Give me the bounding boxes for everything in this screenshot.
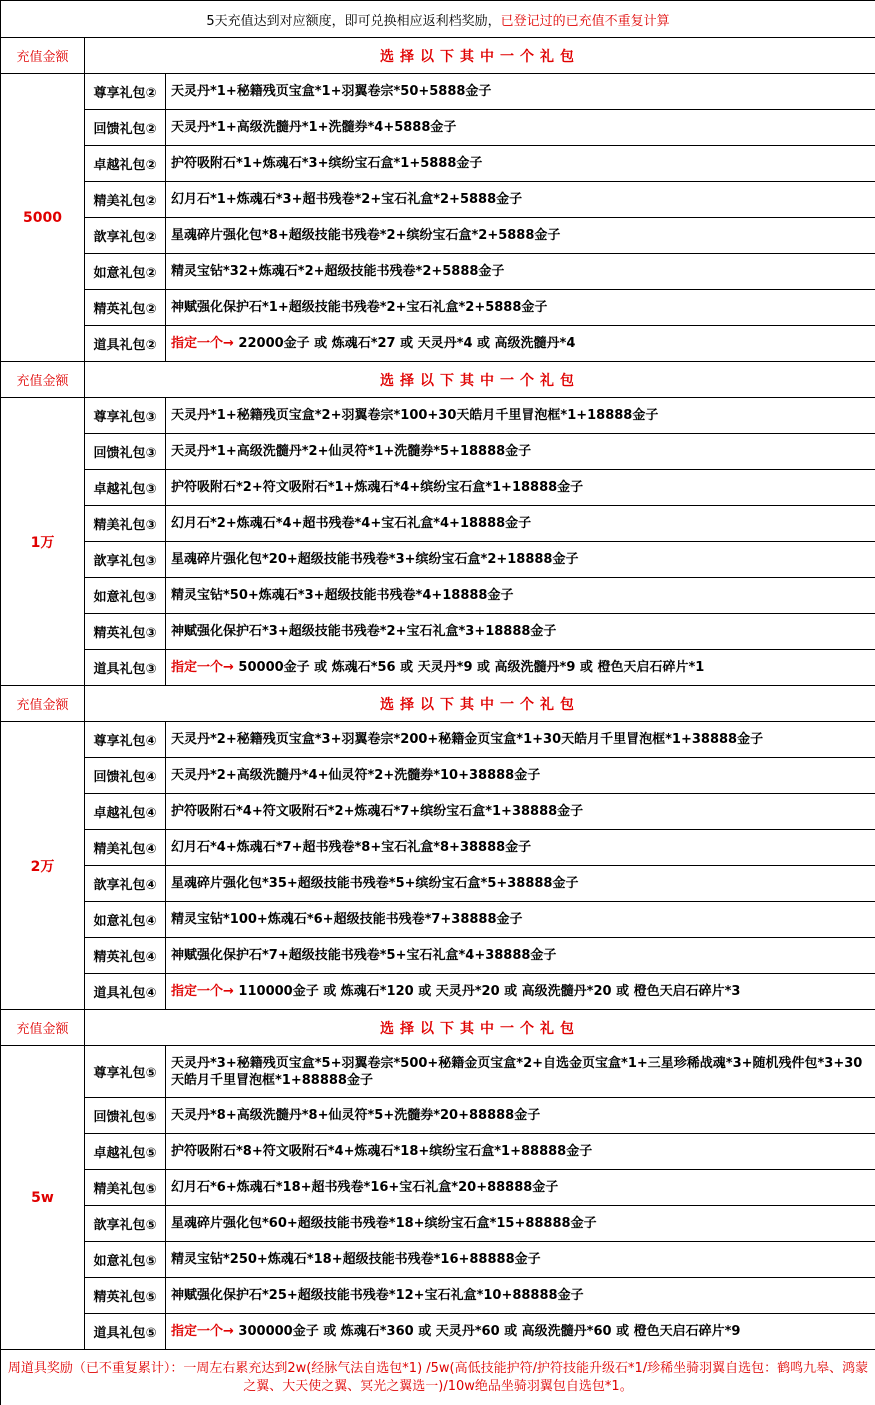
package-name: 回馈礼包② <box>85 110 166 146</box>
package-items: 精灵宝钻*32+炼魂石*2+超级技能书残卷*2+5888金子 <box>171 264 505 279</box>
package-row <box>1 1046 875 1098</box>
header-cell <box>1 1 875 38</box>
package-content <box>166 146 875 182</box>
package-name: 卓越礼包② <box>85 146 166 182</box>
tier-label: 充值金额 <box>1 362 85 398</box>
tier-label: 充值金额 <box>1 38 85 74</box>
package-items: 星魂碎片强化包*8+超级技能书残卷*2+缤纷宝石盒*2+5888金子 <box>171 228 561 243</box>
tier-amount: 2万 <box>1 722 85 1010</box>
package-items: 幻月石*6+炼魂石*18+超书残卷*16+宝石礼盒*20+88888金子 <box>171 1180 559 1195</box>
header-intro: 5天充值达到对应额度，即可兑换相应返利档奖励， <box>206 13 501 29</box>
package-name: 如意礼包② <box>85 254 166 290</box>
tier-select-text: 选择以下其中一个礼包 <box>85 686 875 722</box>
package-items: 护符吸附石*4+符文吸附石*2+炼魂石*7+缤纷宝石盒*1+38888金子 <box>171 804 584 819</box>
tier-header-row <box>1 686 875 722</box>
package-content <box>166 110 875 146</box>
header-note: 已登记过的已充值不重复计算 <box>500 13 670 29</box>
package-items: 神赋强化保护石*3+超级技能书残卷*2+宝石礼盒*3+18888金子 <box>171 624 557 639</box>
package-row <box>1 974 875 1010</box>
package-content <box>166 74 875 110</box>
package-name: 如意礼包③ <box>85 578 166 614</box>
package-items: 护符吸附石*1+炼魂石*3+缤纷宝石盒*1+5888金子 <box>171 156 483 171</box>
package-name: 精美礼包④ <box>85 830 166 866</box>
package-row <box>1 74 875 110</box>
package-items: 精灵宝钻*50+炼魂石*3+超级技能书残卷*4+18888金子 <box>171 588 514 603</box>
package-items: 天灵丹*3+秘籍残页宝盒*5+羽翼卷宗*500+秘籍金页宝盒*2+自选金页宝盒*1+三星珍稀战魂*3+随机残件包*3+30天皓月千里冒泡框*1+88888金子 <box>171 1055 863 1088</box>
footer-note: 周道具奖励（已不重复累计）：一周左右累充达到2w(经脉气法自选包*1) /5w(高低技能护符/护符技能升级石*1/珍稀坐骑羽翼自选包：鹤鸣九皋、鸿蒙之翼、大天使之翼、冥光之翼选一)/10w绝品坐骑羽翼包自选包*1。 <box>1 1350 875 1405</box>
package-items: 天灵丹*8+高级洗髓丹*8+仙灵符*5+洗髓券*20+88888金子 <box>171 1108 541 1123</box>
package-content <box>166 1278 875 1314</box>
package-row <box>1 254 875 290</box>
package-name: 歆享礼包⑤ <box>85 1206 166 1242</box>
package-content <box>166 326 875 362</box>
package-items: 星魂碎片强化包*60+超级技能书残卷*18+缤纷宝石盒*15+88888金子 <box>171 1216 597 1231</box>
tier-amount: 5000 <box>1 74 85 362</box>
package-row <box>1 830 875 866</box>
package-content <box>166 1314 875 1350</box>
package-items: 幻月石*1+炼魂石*3+超书残卷*2+宝石礼盒*2+5888金子 <box>171 192 523 207</box>
tier-header-row <box>1 1010 875 1046</box>
package-row <box>1 1314 875 1350</box>
tier-amount: 5w <box>1 1046 85 1350</box>
package-row <box>1 758 875 794</box>
package-name: 尊享礼包③ <box>85 398 166 434</box>
package-content <box>166 974 875 1010</box>
package-row <box>1 506 875 542</box>
package-row <box>1 290 875 326</box>
package-name: 歆享礼包④ <box>85 866 166 902</box>
package-content <box>166 830 875 866</box>
package-row <box>1 542 875 578</box>
package-row <box>1 326 875 362</box>
package-name: 歆享礼包③ <box>85 542 166 578</box>
package-content <box>166 506 875 542</box>
package-items: 天灵丹*1+秘籍残页宝盒*2+羽翼卷宗*100+30天皓月千里冒泡框*1+18888金子 <box>171 408 659 423</box>
package-content <box>166 254 875 290</box>
package-content <box>166 1242 875 1278</box>
tier-select-text: 选择以下其中一个礼包 <box>85 1010 875 1046</box>
package-name: 精英礼包② <box>85 290 166 326</box>
package-content <box>166 578 875 614</box>
tier-amount: 1万 <box>1 398 85 686</box>
package-content <box>166 938 875 974</box>
package-items: 星魂碎片强化包*20+超级技能书残卷*3+缤纷宝石盒*2+18888金子 <box>171 552 579 567</box>
package-content <box>166 218 875 254</box>
package-name: 道具礼包② <box>85 326 166 362</box>
package-content <box>166 866 875 902</box>
package-row <box>1 578 875 614</box>
package-row <box>1 866 875 902</box>
package-row <box>1 722 875 758</box>
header-row <box>1 1 875 38</box>
package-name: 如意礼包④ <box>85 902 166 938</box>
package-items: 护符吸附石*2+符文吸附石*1+炼魂石*4+缤纷宝石盒*1+18888金子 <box>171 480 584 495</box>
package-items: 幻月石*2+炼魂石*4+超书残卷*4+宝石礼盒*4+18888金子 <box>171 516 532 531</box>
package-content <box>166 758 875 794</box>
package-name: 如意礼包⑤ <box>85 1242 166 1278</box>
package-content <box>166 1046 875 1098</box>
package-content <box>166 470 875 506</box>
package-content <box>166 614 875 650</box>
package-content <box>166 650 875 686</box>
package-items: 天灵丹*1+高级洗髓丹*2+仙灵符*1+洗髓券*5+18888金子 <box>171 444 532 459</box>
package-name: 精英礼包④ <box>85 938 166 974</box>
package-row <box>1 1206 875 1242</box>
package-prefix: 指定一个→ <box>171 336 234 351</box>
package-content <box>166 1134 875 1170</box>
package-items: 天灵丹*1+秘籍残页宝盒*1+羽翼卷宗*50+5888金子 <box>171 84 492 99</box>
package-prefix: 指定一个→ <box>171 1324 234 1339</box>
package-items: 110000金子 或 炼魂石*120 或 天灵丹*20 或 高级洗髓丹*20 或 橙色天启石碎片*3 <box>233 984 741 999</box>
package-row <box>1 398 875 434</box>
tier-select-text: 选择以下其中一个礼包 <box>85 38 875 74</box>
package-content <box>166 722 875 758</box>
package-name: 精英礼包③ <box>85 614 166 650</box>
tier-label: 充值金额 <box>1 686 85 722</box>
package-content <box>166 182 875 218</box>
package-name: 尊享礼包② <box>85 74 166 110</box>
package-content <box>166 542 875 578</box>
package-row <box>1 902 875 938</box>
package-items: 50000金子 或 炼魂石*56 或 天灵丹*9 或 高级洗髓丹*9 或 橙色天启石碎片*1 <box>233 660 705 675</box>
package-name: 尊享礼包⑤ <box>85 1046 166 1098</box>
package-content <box>166 1206 875 1242</box>
package-content <box>166 290 875 326</box>
package-items: 神赋强化保护石*7+超级技能书残卷*5+宝石礼盒*4+38888金子 <box>171 948 557 963</box>
package-row <box>1 938 875 974</box>
package-items: 幻月石*4+炼魂石*7+超书残卷*8+宝石礼盒*8+38888金子 <box>171 840 532 855</box>
package-name: 精美礼包⑤ <box>85 1170 166 1206</box>
package-row <box>1 434 875 470</box>
package-row <box>1 110 875 146</box>
package-items: 星魂碎片强化包*35+超级技能书残卷*5+缤纷宝石盒*5+38888金子 <box>171 876 579 891</box>
package-content <box>166 902 875 938</box>
package-name: 精美礼包② <box>85 182 166 218</box>
package-name: 卓越礼包⑤ <box>85 1134 166 1170</box>
package-name: 精英礼包⑤ <box>85 1278 166 1314</box>
package-name: 回馈礼包⑤ <box>85 1098 166 1134</box>
package-content <box>166 1170 875 1206</box>
package-items: 精灵宝钻*250+炼魂石*18+超级技能书残卷*16+88888金子 <box>171 1252 541 1267</box>
package-items: 300000金子 或 炼魂石*360 或 天灵丹*60 或 高级洗髓丹*60 或 橙色天启石碎片*9 <box>233 1324 741 1339</box>
package-name: 精美礼包③ <box>85 506 166 542</box>
package-items: 22000金子 或 炼魂石*27 或 天灵丹*4 或 高级洗髓丹*4 <box>233 336 576 351</box>
package-row <box>1 1242 875 1278</box>
package-name: 卓越礼包④ <box>85 794 166 830</box>
package-name: 道具礼包③ <box>85 650 166 686</box>
package-items: 天灵丹*1+高级洗髓丹*1+洗髓券*4+5888金子 <box>171 120 457 135</box>
package-name: 歆享礼包② <box>85 218 166 254</box>
package-items: 神赋强化保护石*1+超级技能书残卷*2+宝石礼盒*2+5888金子 <box>171 300 548 315</box>
package-content <box>166 1098 875 1134</box>
package-row <box>1 794 875 830</box>
package-content <box>166 794 875 830</box>
tier-header-row <box>1 38 875 74</box>
tier-header-row <box>1 362 875 398</box>
package-name: 尊享礼包④ <box>85 722 166 758</box>
tier-label: 充值金额 <box>1 1010 85 1046</box>
package-name: 回馈礼包④ <box>85 758 166 794</box>
package-items: 精灵宝钻*100+炼魂石*6+超级技能书残卷*7+38888金子 <box>171 912 523 927</box>
package-row <box>1 1098 875 1134</box>
package-row <box>1 650 875 686</box>
package-row <box>1 146 875 182</box>
package-items: 神赋强化保护石*25+超级技能书残卷*12+宝石礼盒*10+88888金子 <box>171 1288 584 1303</box>
package-name: 回馈礼包③ <box>85 434 166 470</box>
package-row <box>1 182 875 218</box>
package-row <box>1 1170 875 1206</box>
tier-select-text: 选择以下其中一个礼包 <box>85 362 875 398</box>
package-items: 天灵丹*2+高级洗髓丹*4+仙灵符*2+洗髓券*10+38888金子 <box>171 768 541 783</box>
package-content <box>166 398 875 434</box>
package-name: 道具礼包⑤ <box>85 1314 166 1350</box>
package-row <box>1 470 875 506</box>
package-name: 卓越礼包③ <box>85 470 166 506</box>
package-prefix: 指定一个→ <box>171 984 234 999</box>
package-row <box>1 1134 875 1170</box>
package-row <box>1 614 875 650</box>
package-items: 天灵丹*2+秘籍残页宝盒*3+羽翼卷宗*200+秘籍金页宝盒*1+30天皓月千里冒泡框*1+38888金子 <box>171 732 764 747</box>
package-row <box>1 1278 875 1314</box>
package-row <box>1 218 875 254</box>
package-content <box>166 434 875 470</box>
footer-row <box>1 1350 875 1405</box>
package-name: 道具礼包④ <box>85 974 166 1010</box>
package-items: 护符吸附石*8+符文吸附石*4+炼魂石*18+缤纷宝石盒*1+88888金子 <box>171 1144 593 1159</box>
package-prefix: 指定一个→ <box>171 660 234 675</box>
